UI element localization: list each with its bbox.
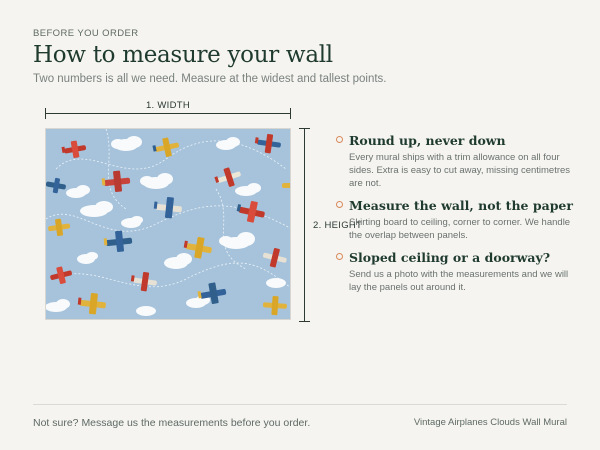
tip-body: Send us a photo with the measurements and we will lay the panels out around it.: [349, 269, 569, 293]
footer-product-name: Vintage Airplanes Clouds Wall Mural: [413, 417, 567, 428]
height-label: 2. HEIGHT: [313, 220, 363, 231]
tip-body: Every mural ships with a trim allowance on all four sides. Extra is easy to cut away, missing centimetres are not.: [349, 152, 571, 189]
mural-illustration: [46, 129, 291, 320]
tip-title: Measure the wall, not the paper: [349, 198, 573, 213]
footer-divider: [33, 404, 567, 405]
eyebrow-label: BEFORE YOU ORDER: [33, 28, 139, 39]
page-title: How to measure your wall: [33, 42, 333, 68]
bullet-ring-icon: [336, 253, 343, 260]
width-label: 1. WIDTH: [145, 100, 191, 111]
tip-body: Skirting board to ceiling, corner to corner. We handle the overlap between panels.: [349, 217, 571, 241]
bullet-ring-icon: [336, 136, 343, 143]
footer-note: Not sure? Message us the measurements before you order.: [33, 417, 311, 429]
tip-title: Sloped ceiling or a doorway?: [349, 250, 551, 265]
width-dimension-line: [45, 113, 291, 114]
height-dimension-line: [304, 128, 305, 322]
page-subtitle: Two numbers is all we need. Measure at the widest and tallest points.: [33, 73, 387, 85]
bullet-ring-icon: [336, 201, 343, 208]
tip-title: Round up, never down: [349, 133, 506, 148]
mural-preview: [45, 128, 291, 320]
